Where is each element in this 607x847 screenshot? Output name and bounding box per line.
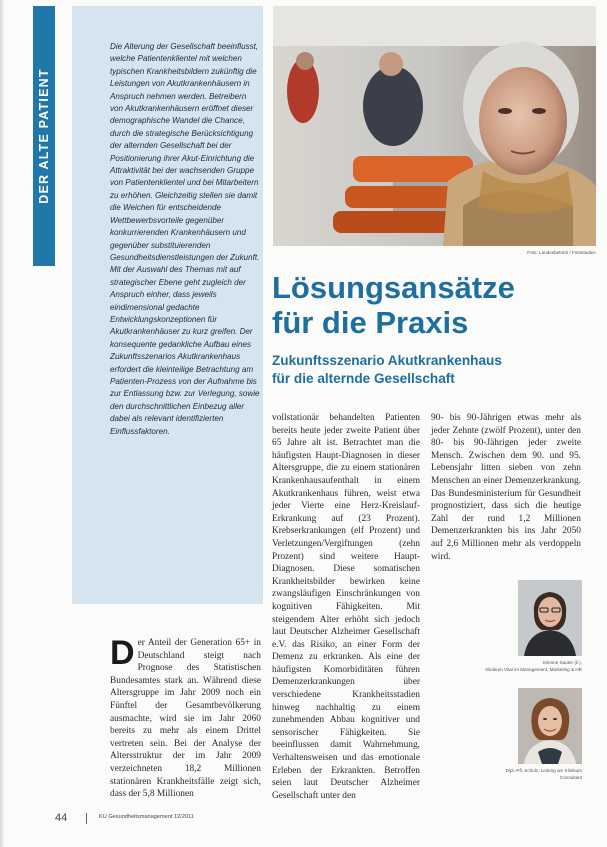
author-caption-1 — [402, 660, 582, 673]
subhead-line-1: Zukunftsszenario Akutkrankenhaus — [272, 353, 502, 368]
author-caption-2-line-2: Consultant — [560, 774, 582, 780]
page-spine-shadow — [0, 0, 5, 847]
section-tab — [33, 6, 55, 266]
subhead-line-2: für die alternde Gesellschaft — [272, 370, 455, 386]
body-column-1-text: er Anteil der Generation 65+ in Deutschland steigt nach Prognose des Statistischen Bundesamtes stark an. Während diese Altersgruppe im Jahr 2009 noch ein Fünftel der Gesamtbevölkerung ausmachte, wird sie im Jahr 2060 bereits zu mehr als einem Drittel vertreten sein. Bei der Analyse der Altersstruktur der im Jahr 2009 verzeichneten 18,2 Millionen stationären Krankheitsfälle zeigt sich, dass der 5,8 Millionen — [110, 638, 261, 800]
body-column-3: 90- bis 90-Jährigen etwas mehr als jeder Zehnte (zwölf Prozent), unter den 80- bis 90-Jährigen jeder zweite Mensch. Zwischen dem 90. und 95. Lebensjahr litten sieben von zehn Menschen an einer Demenzerkrankung. Das Bundesministerium für Gesundheit prognostiziert, dass sich die heutige Zahl der rund 1,2 Millionen Demenzerkrankten bis ins Jahr 2050 auf 2,6 Millionen mehr als verdoppeln wird. — [431, 413, 581, 562]
article-headline — [272, 270, 602, 340]
author-portrait-1 — [518, 580, 582, 656]
author-caption-1-line-2: Klinikum Vital im Management, Marketing & HR — [485, 666, 582, 672]
author-caption-2 — [402, 768, 582, 781]
body-column-2: vollstationär behandelten Patienten bereits heute jeder zweite Patient über 65 Jahre alt ist. Betrachtet man die häufigsten Haupt-Diagnosen in dieser Altersgruppe, die zu einem stationären Krankenhausaufenthalt in einem Akutkrankenhaus führen, weist etwa jeder Vierte eine Herz-Kreislauf-Erkrankung auf (23 Prozent). Krebserkrankungen (elf Prozent) und Verletzungen/Vergiftungen (zehn Prozent) sind weitere Haupt-Diagnosen. Diese somatischen Krankheitsbilder bewirken keine zwangsläufigen Einschränkungen von kognitiven Fähigkeiten. Mit steigendem Alter erhöht sich jedoch laut Deutscher Alzheimer Gesellschaft e.V. das Risiko, an einer Form der Demenz zu erkranken. Als eine der häufigsten Komorbiditäten führen Demenzerkrankungen über verschiedene Krankheitsstadien hinweg nachhaltig zu einem zunehmenden Abbau kognitiver und sensorischer Fähigkeiten. Sie beeinflussen damit Wahrnehmung, Verhaltensweisen und das emotionale Erleben der Erkrankten. Betroffen seien laut Deutscher Alzheimer Gesellschaft unter den — [272, 413, 420, 801]
footer-divider — [86, 813, 87, 824]
headline-line-2: für die Praxis — [272, 305, 469, 340]
section-label: DER ALTE PATIENT — [37, 68, 51, 204]
footer-journal-name: KU Gesundheitsmanagement 12/2011 — [99, 814, 194, 820]
author-caption-1-line-1: Simone Sauter (li.), — [542, 660, 582, 665]
article-subheadline — [272, 352, 602, 387]
drop-cap: D — [110, 634, 135, 672]
headline-line-1: Lösungsansätze — [272, 270, 515, 305]
photo-credit: Foto: Landesbetrieb / Fotostudien — [527, 250, 596, 255]
body-column-1 — [110, 634, 261, 801]
hero-photo-elderly-woman — [273, 6, 596, 246]
intro-text: Die Alterung der Gesellschaft beeinflusst, welche Patientenklientel mit welchen typischen Krankheitsbildern zukünftig die Leistungen von Akutkrankenhäusern in Anspruch nehmen werden. Betreibern von Akutkrankenhäusern eröffnet dieser demographische Wandel die Chance, durch die strategische Berücksichtigung der alternden Gesellschaft bei der Positionierung ihrer Akut-Einrichtung die Attraktivität bei der wachsenden Gruppe von Patientenklientel und bei Mitarbeitern zu erhöhen. Gleichzeitig stellen sie damit die Weichen für entscheidende Wettbewerbsvorteile gegenüber konkurrierenden Krankenhäusern und gegenüber substituierenden Gesundheitsdienstleistungen der Zukunft. Mit der Auswahl des Themas mit auf strategischer Ebene geht zugleich der Anspruch einher, dass jeweils eindimensional gedachte Entwicklungskonzeptionen für Akutkrankenhäuser zu kurz greifen. Der konsequente gedankliche Aufbau eines Zukunftsszenarios Akutkrankenhaus erfordert die kleinteilige Betrachtung am Patienten-Prozess von der Aufnahme bis zur Entlassung bzw. zur Verlegung, sowie den durchschnittlichen Einbezug aller dabei als relevant identifizierten Einflussfaktoren. — [110, 42, 260, 436]
page-number: 44 — [55, 812, 68, 824]
author-caption-2-line-1: Dipl.-Pfl. Schulz, Leitung am Klinikum — [505, 768, 582, 773]
author-portrait-2 — [518, 688, 582, 764]
